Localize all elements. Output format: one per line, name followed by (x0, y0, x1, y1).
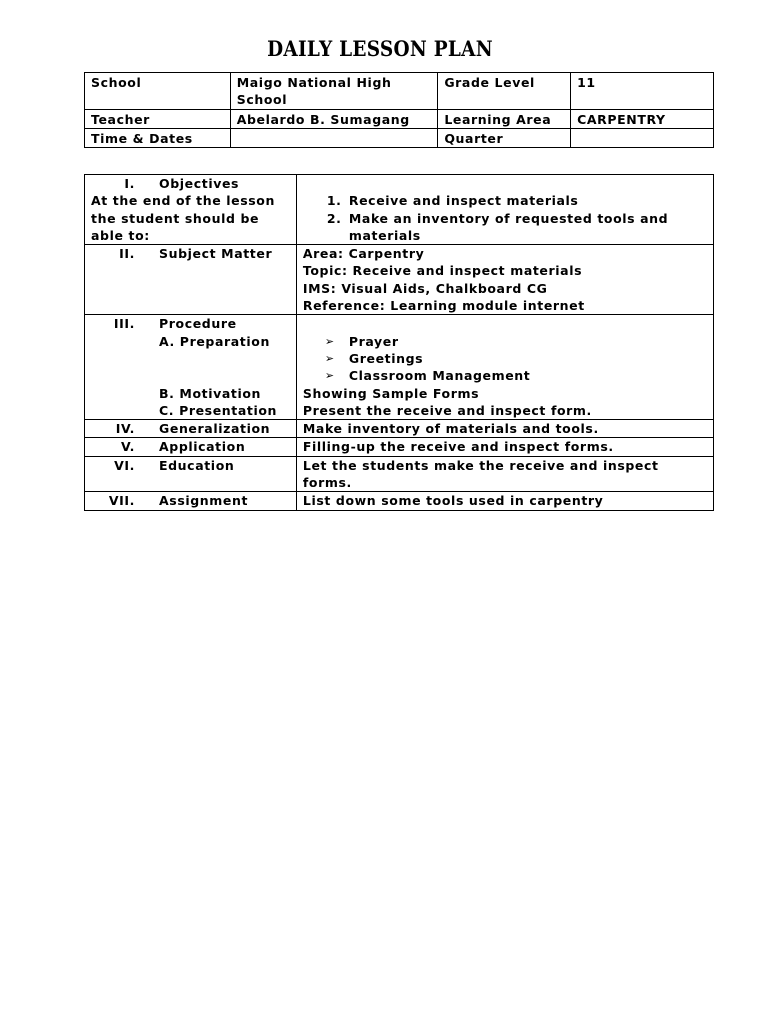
section-title: Assignment (159, 493, 249, 509)
learning-area-label: Learning Area (438, 109, 571, 128)
motivation-label: B. Motivation (159, 385, 262, 401)
section-number: IV. (115, 421, 135, 437)
education-value: Let the students make the receive and inspect forms. (296, 456, 713, 492)
generalization-row (85, 420, 714, 438)
page-title: DAILY LESSON PLAN (267, 36, 493, 61)
time-dates-label: Time & Dates (85, 128, 231, 147)
list-item: ➢ Greetings (324, 350, 424, 366)
section-title: Objectives (159, 176, 240, 191)
section-title: Application (159, 439, 246, 455)
section-title: Procedure (159, 316, 237, 332)
assignment-row (85, 492, 714, 510)
procedure-row (85, 315, 714, 420)
section-title: Generalization (159, 421, 271, 437)
presentation-value: Present the receive and inspect form. (302, 402, 592, 418)
list-item: 1. Receive and inspect materials (326, 193, 579, 209)
quarter-value (571, 128, 714, 147)
section-number: VII. (108, 493, 135, 509)
section-title: Subject Matter (159, 246, 273, 262)
section-number: VI. (114, 457, 135, 473)
grade-level-label: Grade Level (438, 73, 571, 110)
generalization-value: Make inventory of materials and tools. (296, 420, 713, 438)
time-dates-value (230, 128, 438, 147)
subject-ims: IMS: Visual Aids, Chalkboard CG (302, 280, 548, 296)
list-item: 2. Make an inventory of requested tools and materials (326, 210, 669, 243)
school-label: School (85, 73, 231, 110)
info-table (84, 72, 714, 148)
subject-matter-row (85, 245, 714, 315)
grade-level-value: 11 (571, 73, 714, 110)
plan-table (84, 174, 714, 511)
objectives-intro: At the end of the lesson the student should be able to: (91, 193, 275, 243)
section-number: III. (113, 316, 135, 332)
subject-reference: Reference: Learning module internet (302, 298, 585, 314)
section-number: II. (119, 246, 135, 262)
quarter-label: Quarter (438, 128, 571, 147)
preparation-label: A. Preparation (159, 333, 270, 349)
school-value: Maigo National High School (230, 73, 438, 110)
subject-area: Area: Carpentry (302, 246, 425, 262)
application-row (85, 438, 714, 456)
section-number: V. (120, 439, 135, 455)
arrow-bullet-icon: ➢ (324, 369, 335, 383)
list-item: ➢ Classroom Management (324, 368, 531, 384)
objectives-row (85, 175, 714, 245)
education-row (85, 456, 714, 492)
table-row (85, 109, 714, 128)
teacher-value: Abelardo B. Sumagang (230, 109, 438, 128)
arrow-bullet-icon: ➢ (324, 334, 335, 348)
arrow-bullet-icon: ➢ (324, 351, 335, 365)
table-row (85, 73, 714, 110)
learning-area-value: CARPENTRY (571, 109, 714, 128)
application-value: Filling-up the receive and inspect forms. (296, 438, 713, 456)
teacher-label: Teacher (85, 109, 231, 128)
table-row (85, 128, 714, 147)
section-title: Education (159, 457, 235, 473)
assignment-value: List down some tools used in carpentry (296, 492, 713, 510)
motivation-value: Showing Sample Forms (302, 385, 480, 401)
section-number: I. (124, 176, 135, 191)
presentation-label: C. Presentation (159, 402, 278, 418)
list-item: ➢ Prayer (324, 333, 399, 349)
subject-topic: Topic: Receive and inspect materials (302, 263, 583, 279)
